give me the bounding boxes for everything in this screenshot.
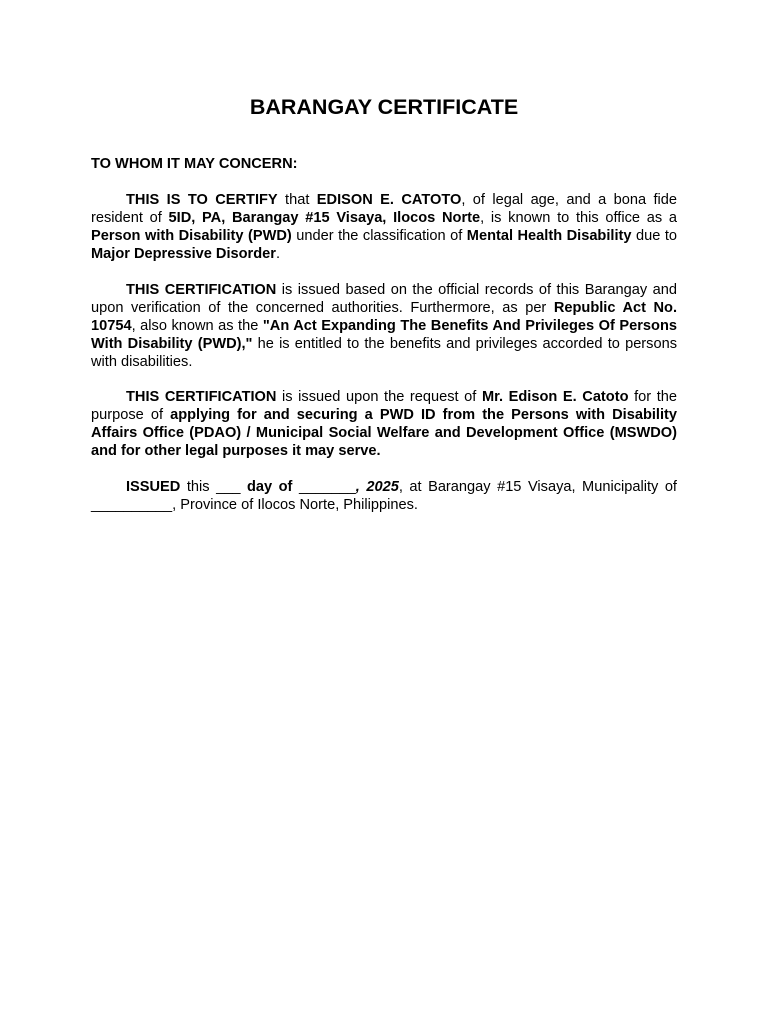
issued-lead: ISSUED <box>126 479 181 495</box>
salutation: TO WHOM IT MAY CONCERN: <box>91 156 298 172</box>
residence-address: 5ID, PA, Barangay #15 Visaya, Ilocos Norte <box>168 210 481 227</box>
legal-basis-paragraph <box>91 281 677 371</box>
purpose-paragraph <box>91 388 677 460</box>
pwd-status: Person with Disability (PWD) <box>91 228 292 245</box>
text-run: is issued upon the request of <box>276 389 482 405</box>
text-run: he is entitled to the benefits and privileges accorded to persons with disabilities. <box>91 336 677 371</box>
purpose-statement: applying for and securing a PWD ID from the Persons with Disability Affairs Office (PDAO) / Municipal Social Welfare and Development Office (MSWDO) and for other legal purposes it may serve. <box>91 407 677 460</box>
text-run: , of legal age, and a bona fide resident of <box>91 192 678 227</box>
certification-lead: THIS CERTIFICATION <box>126 282 277 298</box>
day-blank: this ___ <box>180 479 247 495</box>
republic-act: Republic Act No. 10754 <box>91 300 677 335</box>
disability-classification: Mental Health Disability <box>466 228 632 245</box>
person-name: EDISON E. CATOTO <box>316 192 462 208</box>
text-run: due to <box>631 228 678 245</box>
act-title: "An Act Expanding The Benefits And Privileges Of Persons With Disability (PWD)," <box>91 318 677 353</box>
text-run: . <box>275 246 280 263</box>
text-run: is issued based on the official records of this Barangay and upon verification of the concerned authorities. Furthermore, as per <box>91 282 677 317</box>
text-run: that <box>277 192 317 208</box>
diagnosis: Major Depressive Disorder <box>91 246 276 263</box>
issue-year: , 2025 <box>355 479 399 495</box>
certify-lead: THIS IS TO CERTIFY <box>126 192 278 208</box>
text-run: , at Barangay #15 Visaya, Municipality of __________, Province of Ilocos Norte, Philippines. <box>91 479 677 514</box>
text-run: under the classification of <box>291 228 467 245</box>
certification-paragraph <box>91 191 677 263</box>
text-run: , also known as the <box>131 318 263 335</box>
text-run: for the purpose of <box>91 389 678 424</box>
issuance-paragraph <box>91 478 677 514</box>
text-run: , is known to this office as a <box>480 210 677 227</box>
document-title: BARANGAY CERTIFICATE <box>249 95 519 119</box>
requester-name: Mr. Edison E. Catoto <box>481 389 629 405</box>
day-of-label: day of <box>246 479 293 495</box>
month-blank: _______ <box>292 479 356 495</box>
certification-lead: THIS CERTIFICATION <box>126 389 277 405</box>
